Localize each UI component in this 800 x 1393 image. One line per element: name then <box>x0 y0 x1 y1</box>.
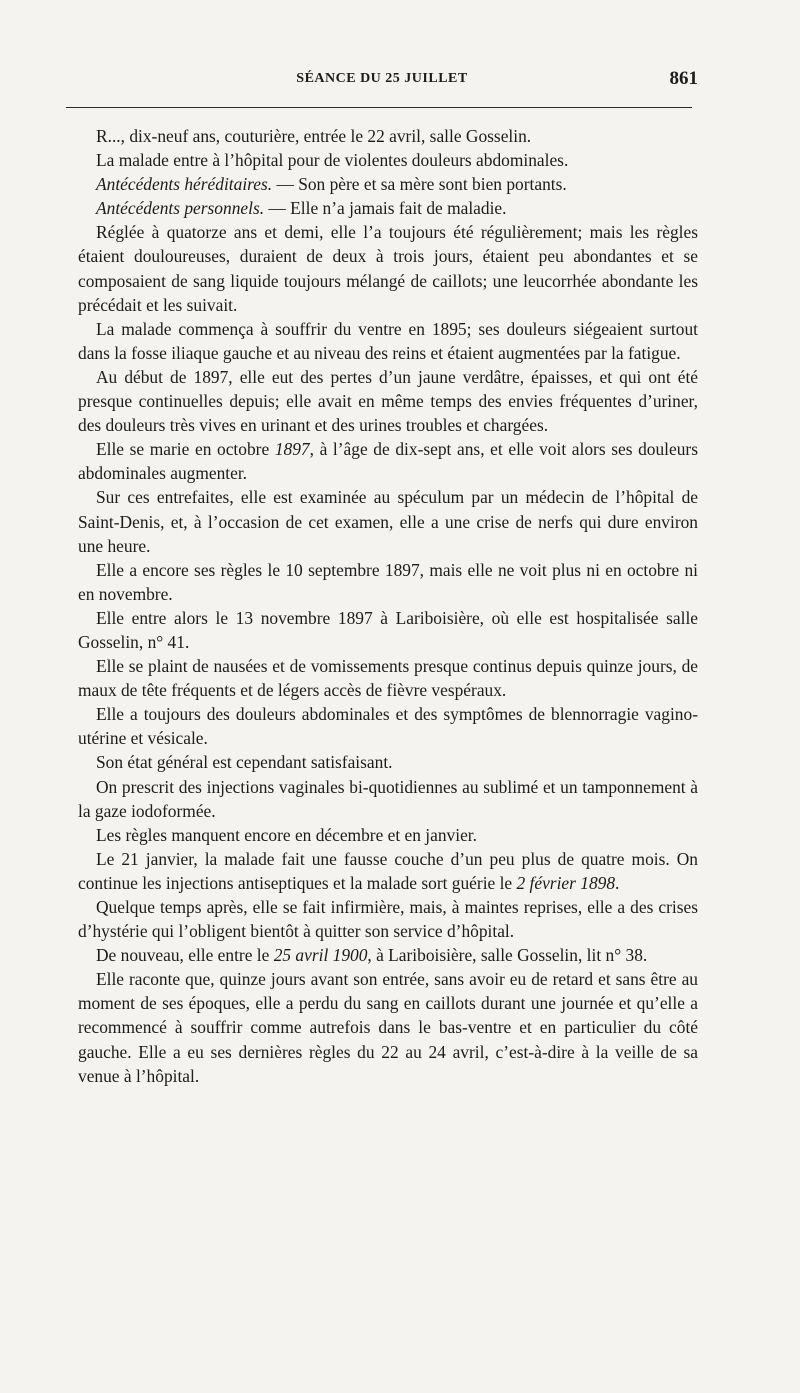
paragraph-text: La malade entre à l’hôpital pour de violentes douleurs abdominales. <box>96 150 569 171</box>
paragraph <box>78 437 698 485</box>
paragraph-text: Elle a toujours des douleurs abdominales et des symptômes de blennorragie vagino-utérine et vésicale. <box>78 704 698 749</box>
paragraph-text: Au début de 1897, elle eut des pertes d’un jaune verdâtre, épaisses, et qui ont été presque continuelles depuis; elle avait en même temps des envies fréquentes d’uriner, des douleurs très vives en urinant et des urines troubles et chargées. <box>78 366 698 436</box>
paragraph <box>78 943 698 967</box>
paragraph-text: — Elle n’a jamais fait de maladie. <box>264 198 507 219</box>
paragraph <box>78 702 698 750</box>
paragraph <box>78 750 698 774</box>
page-header <box>66 68 698 98</box>
paragraph <box>78 365 698 437</box>
paragraph <box>78 317 698 365</box>
paragraph <box>78 847 698 895</box>
paragraph-text: Elle raconte que, quinze jours avant son entrée, sans avoir eu de retard et sans être au moment de ses époques, elle a perdu du sang en caillots durant une journée et qu’elle a recommencé à souffrir comme autrefois dans le bas-ventre et en particulier du côté gauche. Elle a eu ses dernières règles du 22 au 24 avril, c’est-à-dire à la veille de sa venue à l’hôpital. <box>78 969 698 1086</box>
paragraph <box>78 967 698 1087</box>
paragraph <box>78 172 698 196</box>
paragraph-text: — Son père et sa mère sont bien portants. <box>272 174 567 195</box>
paragraph <box>78 823 698 847</box>
paragraph-text: Réglée à quatorze ans et demi, elle l’a toujours été régulièrement; mais les règles étaient douloureuses, duraient de deux à trois jours, étaient peu abondantes et se composaient de sang liquide toujours mélangé de caillots; une leucorrhée abondante les précédait et les suivait. <box>78 222 698 315</box>
paragraph <box>78 196 698 220</box>
paragraph <box>78 895 698 943</box>
paragraph-text: Quelque temps après, elle se fait infirmière, mais, à maintes reprises, elle a des crises d’hystérie qui l’obligent bientôt à quitter son service d’hôpital. <box>78 897 698 942</box>
paragraph-text: R..., dix-neuf ans, couturière, entrée le 22 avril, salle Gosselin. <box>96 126 532 146</box>
paragraph-text: Les règles manquent encore en décembre et en janvier. <box>96 824 477 845</box>
paragraph-text: , à l’âge de dix-sept ans, et elle voit alors ses douleurs abdominales augmenter. <box>78 439 698 484</box>
paragraph <box>78 775 698 823</box>
paragraph-text: . <box>615 872 620 893</box>
page-number: 861 <box>669 68 698 89</box>
section-label: Antécédents héréditaires. <box>96 174 273 195</box>
paragraph-text: , à Lariboisière, salle Gosselin, lit n° 38. <box>367 945 648 966</box>
paragraph <box>78 124 698 148</box>
paragraph <box>78 654 698 702</box>
paragraph-text: Elle se plaint de nausées et de vomissements presque continus depuis quinze jours, de maux de tête fréquents et de légers accès de fièvre vespéraux. <box>78 656 698 701</box>
running-title: SÉANCE DU 25 JUILLET <box>296 71 468 86</box>
paragraph-text: De nouveau, elle entre le <box>96 945 274 966</box>
paragraph <box>78 606 698 654</box>
paragraph-text: Elle se marie en octobre <box>96 439 275 460</box>
emphasized-date: 1897 <box>274 439 310 460</box>
paragraph <box>78 485 698 557</box>
paragraph-text: Sur ces entrefaites, elle est examinée au spéculum par un médecin de l’hôpital de Saint-Denis, et, à l’occasion de cet examen, elle a une crise de nerfs qui dure environ une heure. <box>78 487 698 556</box>
section-label: Antécédents personnels. <box>96 198 265 219</box>
paragraph-text: Elle a encore ses règles le 10 septembre 1897, mais elle ne voit plus ni en octobre ni en novembre. <box>78 559 698 604</box>
paragraph-text: Son état général est cependant satisfaisant. <box>96 752 393 773</box>
paragraph-text: Le 21 janvier, la malade fait une fausse couche d’un peu plus de quatre mois. On continue les injections antiseptiques et la malade sort guérie le <box>78 848 698 893</box>
paragraph-text: Elle entre alors le 13 novembre 1897 à Lariboisière, où elle est hospitalisée salle Gosselin, n° 41. <box>78 607 698 652</box>
paragraph <box>78 558 698 606</box>
emphasized-date: 25 avril 1900 <box>273 945 368 966</box>
paragraph-text: On prescrit des injections vaginales bi-quotidiennes au sublimé et un tamponnement à la gaze iodoformée. <box>78 776 698 821</box>
emphasized-date: 2 février 1898 <box>516 872 616 893</box>
header-rule <box>66 107 692 108</box>
paragraph <box>78 148 698 172</box>
paragraph <box>78 220 698 316</box>
paragraph-text: La malade commença à souffrir du ventre en 1895; ses douleurs siégeaient surtout dans la fosse iliaque gauche et au niveau des reins et étaient augmentées par la fatigue. <box>78 318 698 363</box>
body-text <box>78 124 698 1088</box>
